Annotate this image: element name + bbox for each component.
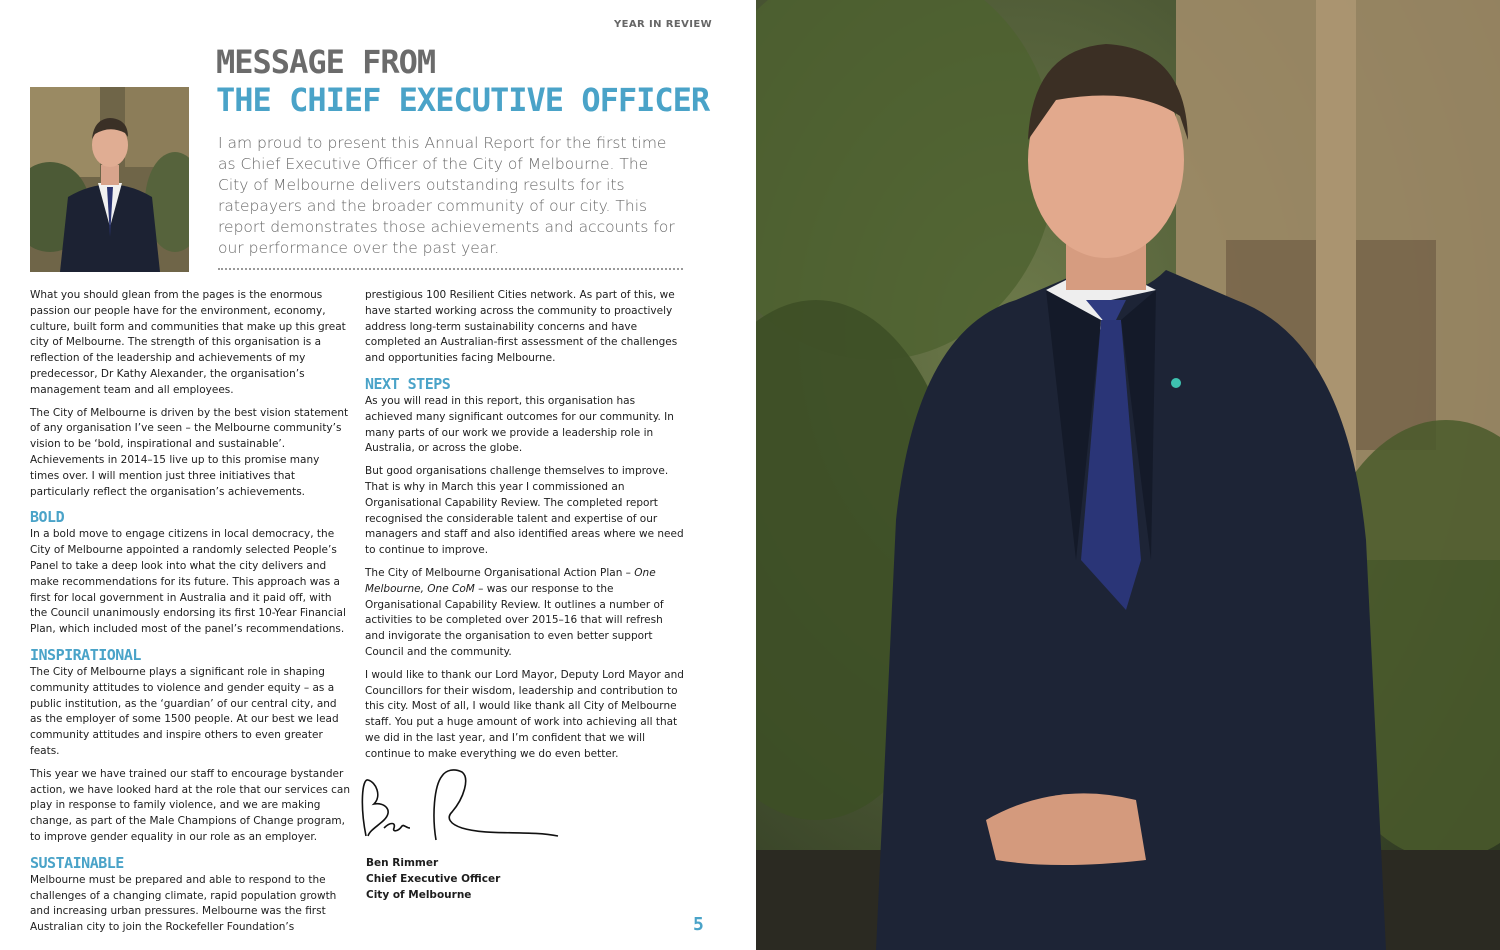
title-line-1: MESSAGE FROM <box>216 43 436 81</box>
action-plan-title: One Melbourne, One CoM <box>365 566 656 595</box>
intro-paragraph: I am proud to present this Annual Report for the first time as Chief Executive Officer of the City of Melbourne. The City of Melbourne delivers outstanding results for its ratepayers and the broader community of our city. This report demonstrates those achievements and accounts for our performance over the past year. <box>218 134 675 257</box>
body-paragraph: In a bold move to engage citizens in local democracy, the City of Melbourne appointed a randomly selected People’s Panel to take a deep look into what the city delivers and make recommendations for its future. This approach was a first for local government in Australia and it paid off, with the Council unanimously endorsing its first 10-Year Financial Plan, which included most of the panel’s recommendations. <box>30 528 346 636</box>
body-paragraph <box>365 566 685 661</box>
signer-role: Chief Executive Officer <box>366 872 501 885</box>
body-paragraph: I would like to thank our Lord Mayor, Deputy Lord Mayor and Councillors for their wisdom, leadership and contribution to this city. Most of all, I would like thank all City of Melbourne staff. You put a huge amount of work into achieving all that we did in the last year, and I’m confident that we will continue to make everything we do even better. <box>365 668 684 760</box>
body-paragraph: But good organisations challenge themselves to improve. That is why in March this year I commissioned an Organisational Capability Review. The completed report recognised the considerable talent and expertise of our managers and staff and also identified areas where we need to continue to improve. <box>365 465 684 557</box>
page-number: 5 <box>693 914 704 935</box>
heading-next-steps: NEXT STEPS <box>365 374 451 393</box>
body-paragraph: As you will read in this report, this organisation has achieved many significant outcomes for our community. In many parts of our work we provide a leadership role in Australia, or across the globe. <box>365 394 674 455</box>
title-line-2: THE CHIEF EXECUTIVE OFFICER <box>216 81 710 119</box>
body-paragraph: The City of Melbourne plays a significant role in shaping community attitudes to violence and gender equity – as a public institution, as the ‘guardian’ of our central city, and as the employer of some 1500 people. At our best we lead community attitudes and inspire others to even greater feats. <box>30 665 339 757</box>
ceo-portrait-photo <box>756 0 1500 950</box>
body-paragraph: What you should glean from the pages is the enormous passion our people have for the environment, economy, culture, built form and communities that make up this great city of Melbourne. The strength of this organisation is a reflection of the leadership and achievements of my predecessor, Dr Kathy Alexander, the organisation’s management team and all employees. <box>30 289 346 396</box>
signer-name: Ben Rimmer <box>366 857 439 869</box>
signer-block <box>366 856 500 903</box>
text-span: The City of Melbourne Organisational Action Plan – <box>365 566 635 579</box>
body-paragraph: The City of Melbourne is driven by the best vision statement of any organisation I’ve seen – the Melbourne community’s vision to be ‘bold, inspirational and sustainable’. Achievements in 2014–15 live up to this promise many times over. I will mention just three initiatives that particularly reflect the organisation’s achievements. <box>30 406 349 498</box>
handwritten-signature <box>358 766 568 846</box>
body-column-1 <box>30 288 350 943</box>
dotted-divider <box>218 268 683 270</box>
body-paragraph: Melbourne must be prepared and able to respond to the challenges of a changing climate, rapid population growth and increasing urban pressures. Melbourne was the first Australian city to join the Rockefeller Foundation’s <box>30 873 337 934</box>
section-label: YEAR IN REVIEW <box>614 19 713 30</box>
ceo-thumbnail-photo <box>30 87 189 272</box>
body-column-2 <box>365 288 685 770</box>
heading-inspirational: INSPIRATIONAL <box>30 645 141 664</box>
text-span: – was our response to the Organisational Capability Review. It outlines a number of activities to be completed over 2015–16 that will refresh and invigorate the organisation to even better support Council and the community. <box>365 582 664 658</box>
body-paragraph: prestigious 100 Resilient Cities network. As part of this, we have started working across the community to proactively address long-term sustainability concerns and have completed an Australian-first assessment of the challenges and opportunities facing Melbourne. <box>365 289 678 365</box>
signer-organisation: City of Melbourne <box>366 888 472 901</box>
heading-bold: BOLD <box>30 508 65 527</box>
heading-sustainable: SUSTAINABLE <box>30 853 124 872</box>
body-paragraph: This year we have trained our staff to encourage bystander action, we have looked hard at the role that our services can play in response to family violence, and we are making change, as part of the Male Champions of Change program, to improve gender equality in our role as an employer. <box>30 767 350 843</box>
